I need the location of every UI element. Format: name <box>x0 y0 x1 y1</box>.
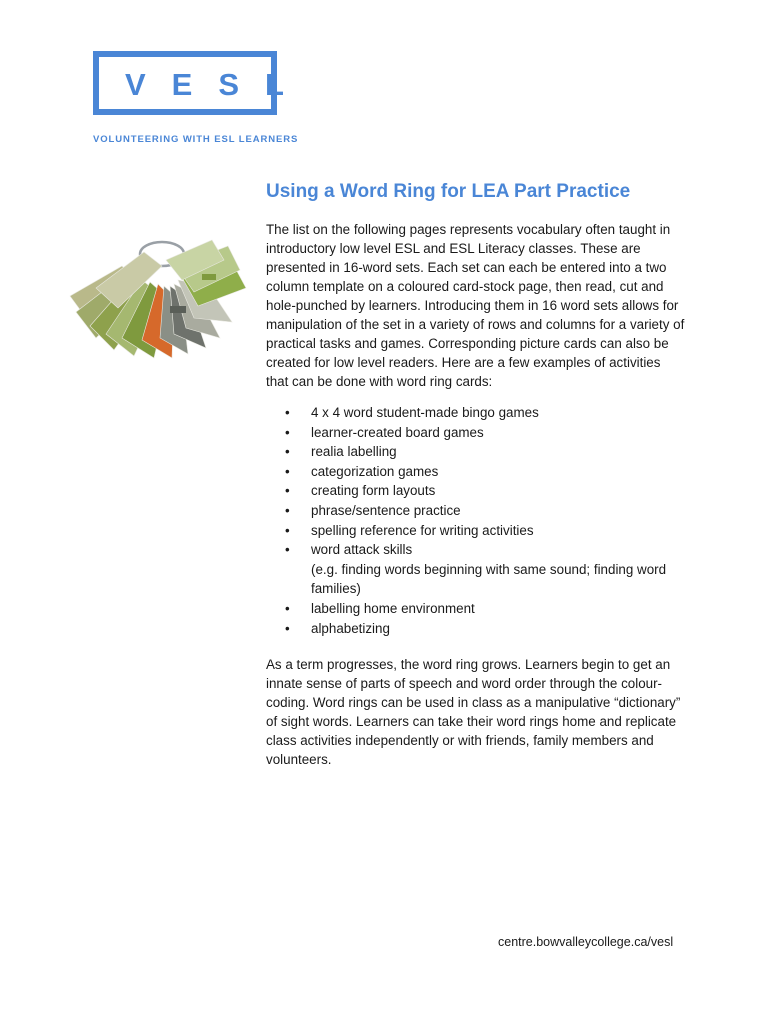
bullet-icon: • <box>285 463 290 479</box>
intro-paragraph: The list on the following pages represents vocabulary often taught in introductory low level ESL and ESL Literacy classes. These are presented in 16-word sets. Each set can each be entered into a two column template on a coloured card-stock page, then read, cut and hole-punched by learners. Introducing them in 16 word sets allows for manipulation of the set in a variety of rows and columns for a variety of practical tasks and games. Corresponding picture cards can also be created for low level readers. Here are a few examples of activities that can be done with word ring cards: <box>266 222 685 389</box>
bullet-icon: • <box>285 483 290 499</box>
list-item: • categorization games <box>266 462 686 482</box>
list-item: • 4 x 4 word student-made bingo games <box>266 403 686 423</box>
bullet-icon: • <box>285 542 290 558</box>
list-item: • word attack skills (e.g. finding words beginning with same sound; finding word families) <box>285 542 667 597</box>
activities-list <box>266 403 686 638</box>
list-item: • phrase/sentence practice <box>266 501 686 521</box>
word-ring-illustration <box>62 226 252 362</box>
list-item: • realia labelling <box>266 442 686 462</box>
footer-url[interactable]: centre.bowvalleycollege.ca/vesl <box>498 935 674 949</box>
bullet-icon: • <box>285 600 290 616</box>
logo-wordmark: VESL <box>125 67 310 102</box>
logo-tagline: VOLUNTEERING WITH ESL LEARNERS <box>93 134 299 145</box>
list-item: • alphabetizing <box>266 619 686 639</box>
bullet-icon: • <box>285 522 290 538</box>
vesl-logo <box>93 51 310 115</box>
bullet-icon: • <box>285 620 290 636</box>
bullet-icon: • <box>285 444 290 460</box>
closing-paragraph: As a term progresses, the word ring grows. Learners begin to get an innate sense of parts of speech and word order through the colour-coding. Word rings can be used in class as a manipulative “dictionary” of sight words. Learners can take their word rings home and replicate class activities independently or with friends, family members and volunteers. <box>266 657 681 767</box>
list-item-note: (e.g. finding words beginning with same sound; finding word families) <box>311 561 667 597</box>
list-item: • labelling home environment <box>266 599 686 619</box>
list-item: • learner-created board games <box>266 423 686 443</box>
page-title: Using a Word Ring for LEA Part Practice <box>266 181 631 202</box>
list-item: • creating form layouts <box>266 481 686 501</box>
bullet-icon: • <box>285 424 290 440</box>
bullet-icon: • <box>285 405 290 420</box>
list-item: • spelling reference for writing activities <box>266 521 686 541</box>
bullet-icon: • <box>285 502 290 518</box>
